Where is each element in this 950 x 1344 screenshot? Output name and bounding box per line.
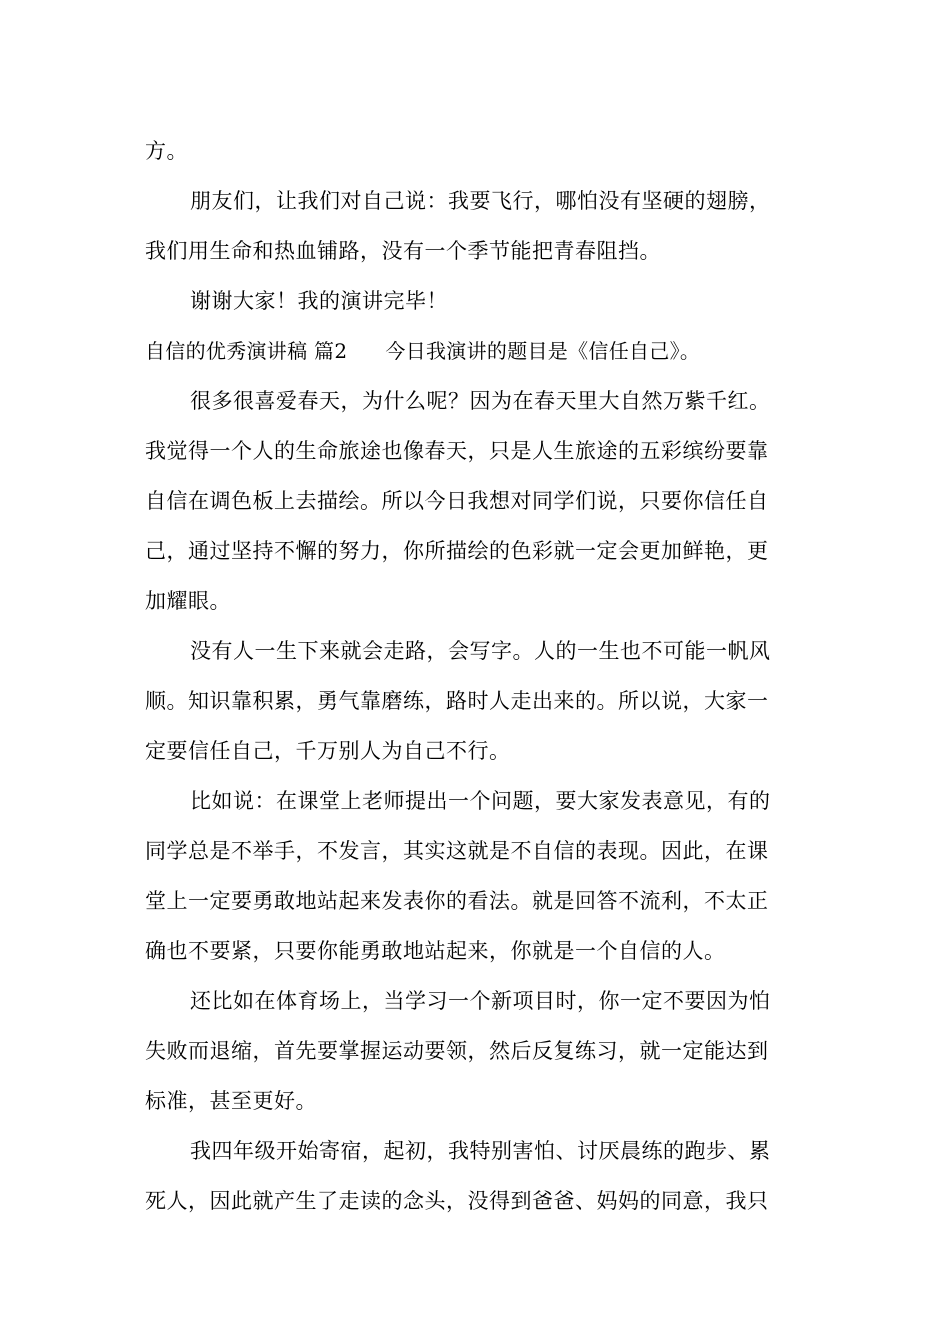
section-title: 自信的优秀演讲稿 篇2 (145, 339, 348, 363)
paragraph-line: 朋友们，让我们对自己说：我要飞行，哪怕没有坚硬的翅膀， (190, 189, 771, 213)
paragraph-line: 我觉得一个人的生命旅途也像春天，只是人生旅途的五彩缤纷要靠 (145, 439, 769, 463)
paragraph-line: 还比如在体育场上，当学习一个新项目时，你一定不要因为怕 (190, 989, 771, 1013)
paragraph-line: 很多很喜爱春天，为什么呢？因为在春天里大自然万紫千红。 (190, 389, 771, 413)
paragraph-line: 我四年级开始寄宿，起初，我特别害怕、讨厌晨练的跑步、累 (190, 1139, 771, 1163)
section-heading (145, 336, 810, 366)
paragraph-line: 失败而退缩，首先要掌握运动要领，然后反复练习，就一定能达到 (145, 1039, 769, 1063)
paragraph-line: 没有人一生下来就会走路，会写字。人的一生也不可能一帆风 (190, 639, 771, 663)
paragraph-line: 标准，甚至更好。 (145, 1089, 317, 1113)
paragraph-line: 确也不要紧，只要你能勇敢地站起来，你就是一个自信的人。 (145, 939, 726, 963)
paragraph-line: 自信在调色板上去描绘。所以今日我想对同学们说，只要你信任自 (145, 489, 769, 513)
paragraph-line: 同学总是不举手，不发言，其实这就是不自信的表现。因此，在课 (145, 839, 769, 863)
paragraph-line: 我们用生命和热血铺路，没有一个季节能把青春阻挡。 (145, 239, 661, 263)
paragraph-line: 堂上一定要勇敢地站起来发表你的看法。就是回答不流利，不太正 (145, 889, 769, 913)
paragraph-line: 己，通过坚持不懈的努力，你所描绘的色彩就一定会更加鲜艳，更 (145, 539, 769, 563)
paragraph-line: 比如说：在课堂上老师提出一个问题，要大家发表意见，有的 (190, 789, 771, 813)
section-intro: 今日我演讲的题目是《信任自己》。 (385, 339, 701, 363)
paragraph-line: 方。 (145, 139, 188, 163)
paragraph-line: 定要信任自己，千万别人为自己不行。 (145, 739, 511, 763)
paragraph-line: 顺。知识靠积累，勇气靠磨练，路时人走出来的。所以说，大家一 (145, 689, 769, 713)
paragraph-line: 死人，因此就产生了走读的念头，没得到爸爸、妈妈的同意，我只 (145, 1189, 769, 1213)
paragraph-line: 谢谢大家！我的演讲完毕！ (190, 289, 448, 313)
paragraph-line: 加耀眼。 (145, 589, 231, 613)
